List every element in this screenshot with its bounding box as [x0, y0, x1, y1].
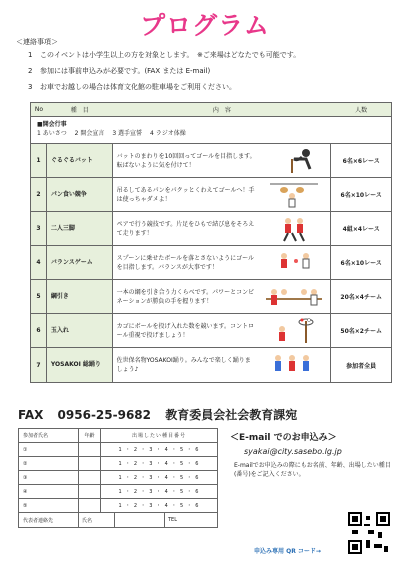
qr-code-icon[interactable]	[348, 512, 390, 554]
row-count: 6名×6レース	[342, 158, 380, 165]
event-numbers[interactable]: 1 ・ 2 ・ 3 ・ 4 ・ 5 ・ 6	[118, 447, 200, 453]
header-content: 内 容	[212, 107, 231, 114]
three-legged-race-illustration	[262, 215, 326, 242]
row-no: 6	[31, 314, 47, 347]
age-field[interactable]	[79, 471, 101, 484]
row-event: YOSAKOI 総踊り	[47, 348, 113, 382]
opening-ceremony	[31, 117, 391, 144]
row-event: ぐるぐるバット	[47, 144, 113, 177]
yosakoi-dance-illustration	[262, 351, 326, 378]
event-numbers[interactable]: 1 ・ 2 ・ 3 ・ 4 ・ 5 ・ 6	[118, 503, 200, 509]
opening-items	[37, 129, 385, 138]
program-table	[30, 102, 392, 383]
bat-spin-illustration	[262, 147, 326, 174]
notice-item	[28, 50, 300, 60]
form-header	[19, 429, 217, 443]
row-content	[113, 314, 332, 347]
program-row	[31, 246, 391, 280]
row-count: 50名×2チーム	[340, 328, 382, 335]
age-field[interactable]	[79, 457, 101, 470]
age-field[interactable]	[79, 499, 101, 512]
row-content	[113, 280, 332, 313]
application-form	[18, 428, 218, 528]
row-count: 20名×4チーム	[340, 294, 382, 301]
ball-toss-illustration	[262, 317, 326, 344]
row-count: 6名×10レース	[340, 260, 382, 267]
form-rep-label: 代表者連絡先	[19, 513, 79, 527]
row-content	[113, 348, 332, 382]
row-no: 7	[31, 348, 47, 382]
row-count: 4組×4レース	[342, 226, 380, 233]
opening-item: 1 あいさつ	[37, 130, 67, 137]
row-content	[113, 212, 332, 245]
form-row[interactable]	[19, 485, 217, 499]
notice-num: 2	[28, 67, 33, 75]
row-no: 3	[31, 212, 47, 245]
tug-of-war-illustration	[262, 283, 326, 310]
form-row-index: ②	[19, 457, 79, 470]
form-col-name: 参加者氏名	[19, 429, 79, 442]
row-no: 1	[31, 144, 47, 177]
form-row-index: ①	[19, 443, 79, 456]
program-row	[31, 314, 391, 348]
age-field[interactable]	[79, 485, 101, 498]
opening-item: 4 ラジオ体操	[149, 130, 186, 137]
fax-dept: 教育委員会社会教育課宛	[165, 408, 298, 422]
row-desc: 佐世保名物YOSAKOI踊り。みんなで楽しく踊りましょう♪	[116, 357, 251, 373]
form-tel-label: TEL	[168, 517, 177, 523]
notice-heading: ＜連絡事項＞	[16, 38, 58, 46]
program-header	[31, 103, 391, 117]
program-row	[31, 280, 391, 314]
row-desc: カゴにボールを投げ入れた数を競います。コントロール重視で投げましょう！	[116, 322, 254, 339]
row-no: 5	[31, 280, 47, 313]
header-count: 人数	[355, 107, 368, 114]
page-title: プログラム	[140, 11, 270, 40]
form-row[interactable]	[19, 499, 217, 513]
notice-num: 3	[28, 83, 33, 91]
qr-label: 申込み専用 QR コード→	[254, 548, 321, 555]
fax-line	[18, 406, 297, 423]
form-col-age: 年齢	[79, 429, 101, 442]
header-event: 種 目	[70, 107, 89, 114]
form-row[interactable]	[19, 457, 217, 471]
email-heading: ＜E-mail でのお申込み＞	[230, 433, 337, 443]
notice-text: お車でお越しの場合は体育文化館の駐車場をご利用ください。	[40, 83, 236, 91]
program-row	[31, 212, 391, 246]
event-numbers[interactable]: 1 ・ 2 ・ 3 ・ 4 ・ 5 ・ 6	[118, 489, 200, 495]
email-note: E-mailでお申込みの際にもお名前、年齢、出場したい種目(番号)をご記入ください。	[234, 462, 391, 478]
event-numbers[interactable]: 1 ・ 2 ・ 3 ・ 4 ・ 5 ・ 6	[118, 461, 200, 467]
notice-item	[28, 82, 236, 92]
row-count: 6名×10レース	[340, 192, 382, 199]
fax-number: 0956-25-9682	[57, 408, 152, 422]
notice-text: 参加には事前申込みが必要です。(FAX または E-mail)	[40, 67, 211, 75]
fax-label: FAX	[18, 408, 44, 422]
header-no: No	[34, 106, 44, 113]
opening-item: 3 選手宣誓	[112, 130, 143, 137]
row-desc: 一本の綱を引き合う力くらべです。パワーとコンビネーションが勝負の手を握ります！	[116, 288, 255, 305]
row-event: バランスゲーム	[47, 246, 113, 279]
form-row-index: ④	[19, 485, 79, 498]
row-desc: 吊るしてあるパンをパクッとくわえてゴールへ！手は使っちゃダメよ！	[116, 186, 255, 203]
age-field[interactable]	[79, 443, 101, 456]
email-section	[230, 430, 394, 479]
row-event: 玉入れ	[47, 314, 113, 347]
form-row[interactable]	[19, 471, 217, 485]
row-no: 2	[31, 178, 47, 211]
form-col-events: 出場したい種目番号	[131, 433, 186, 439]
rep-name-field[interactable]	[115, 513, 165, 527]
spoon-balance-illustration	[262, 249, 326, 276]
row-desc: バットのまわりを10回回ってゴールを目指します。転ばないように気を付けて！	[116, 152, 256, 169]
notice-num: 1	[28, 51, 33, 59]
opening-title: ■開会行事	[37, 121, 67, 128]
row-content	[113, 178, 332, 211]
row-count: 参加者全員	[346, 362, 377, 370]
program-row	[31, 178, 391, 212]
row-no: 4	[31, 246, 47, 279]
opening-item: 2 開会宣言	[74, 130, 105, 137]
form-footer	[19, 513, 217, 527]
row-event: 綱引き	[47, 280, 113, 313]
form-row[interactable]	[19, 443, 217, 457]
row-event: パン食い競争	[47, 178, 113, 211]
program-row	[31, 348, 391, 382]
row-desc: スプーンに乗せたボールを落とさないようにゴールを目指します。バランスが大事です！	[116, 254, 255, 271]
email-address[interactable]: syakai@city.sasebo.lg.jp	[244, 447, 342, 456]
bread-race-illustration	[262, 181, 326, 208]
row-content	[113, 246, 332, 279]
notice-text: このイベントは小学生以上の方を対象とします。 ※ご来場はどなたでも可能です。	[40, 51, 301, 59]
form-row-index: ③	[19, 471, 79, 484]
form-name-label: 氏名	[79, 513, 115, 527]
program-row	[31, 144, 391, 178]
row-desc: ペアで行う競技です。片足をひもで結び息をそろえて走ります！	[116, 220, 255, 237]
row-content	[113, 144, 332, 177]
event-numbers[interactable]: 1 ・ 2 ・ 3 ・ 4 ・ 5 ・ 6	[118, 475, 200, 481]
notice-item	[28, 66, 210, 76]
form-row-index: ⑤	[19, 499, 79, 512]
row-event: 二人三脚	[47, 212, 113, 245]
